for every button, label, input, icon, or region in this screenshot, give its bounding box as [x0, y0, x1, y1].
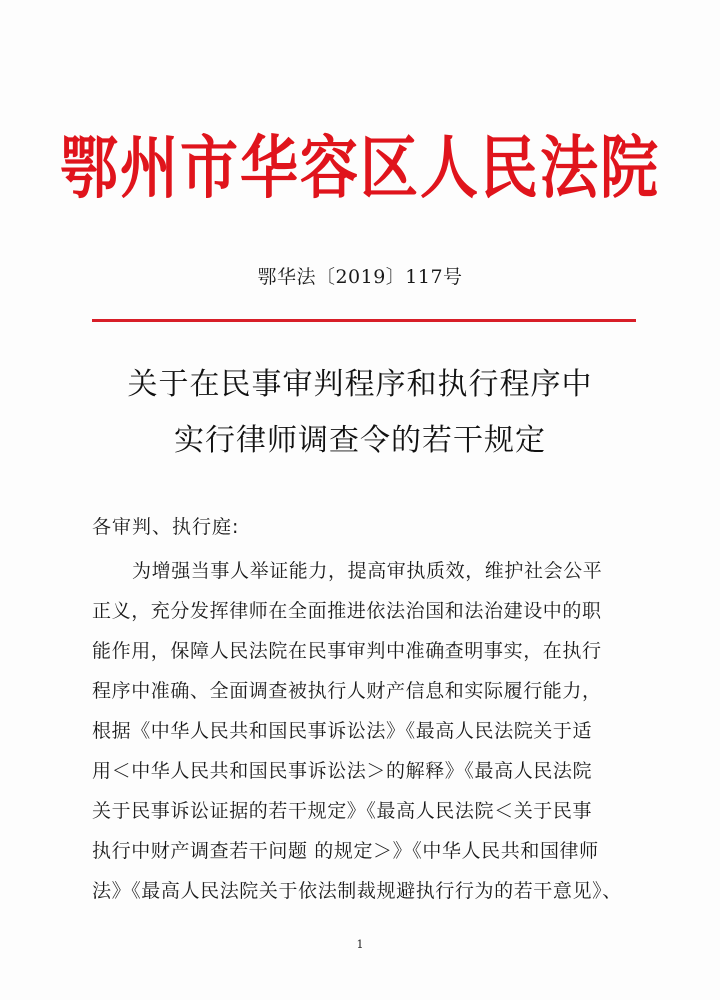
- issuing-authority-header: 鄂州市华容区人民法院: [59, 127, 660, 209]
- document-number: 鄂华法〔2019〕117号: [257, 266, 463, 288]
- body-line: 根据《中华人民共和国民事诉讼法》《最高人民法院关于适: [92, 720, 593, 742]
- body-line: 能作用，保障人民法院在民事审判中准确查明事实，在执行: [92, 640, 602, 662]
- title-line-2: 实行律师调查令的若干规定: [174, 423, 546, 458]
- body-line: 执行中财产调查若干问题 的规定＞》《中华人民共和国律师: [92, 840, 599, 862]
- body-line: 程序中准确、全面调查被执行人财产信息和实际履行能力，: [92, 680, 602, 702]
- title-line-1: 关于在民事审判程序和执行程序中: [127, 367, 593, 402]
- page-number: 1: [356, 938, 364, 951]
- salutation: 各审判、执行庭:: [92, 516, 240, 538]
- body-line: 正义，充分发挥律师在全面推进依法治国和法治建设中的职: [92, 600, 602, 622]
- body-line: 为增强当事人举证能力，提高审执质效，维护社会公平: [132, 560, 603, 582]
- red-separator-line: [92, 319, 636, 322]
- body-paragraph: [92, 551, 632, 911]
- document-title: [0, 357, 720, 469]
- body-line: 用＜中华人民共和国民事诉讼法＞的解释》《最高人民法院: [92, 760, 593, 782]
- body-line: 关于民事诉讼证据的若干规定》《最高人民法院＜关于民事: [92, 800, 593, 822]
- body-line: 法》《最高人民法院关于依法制裁规避执行行为的若干意见》、: [92, 880, 622, 902]
